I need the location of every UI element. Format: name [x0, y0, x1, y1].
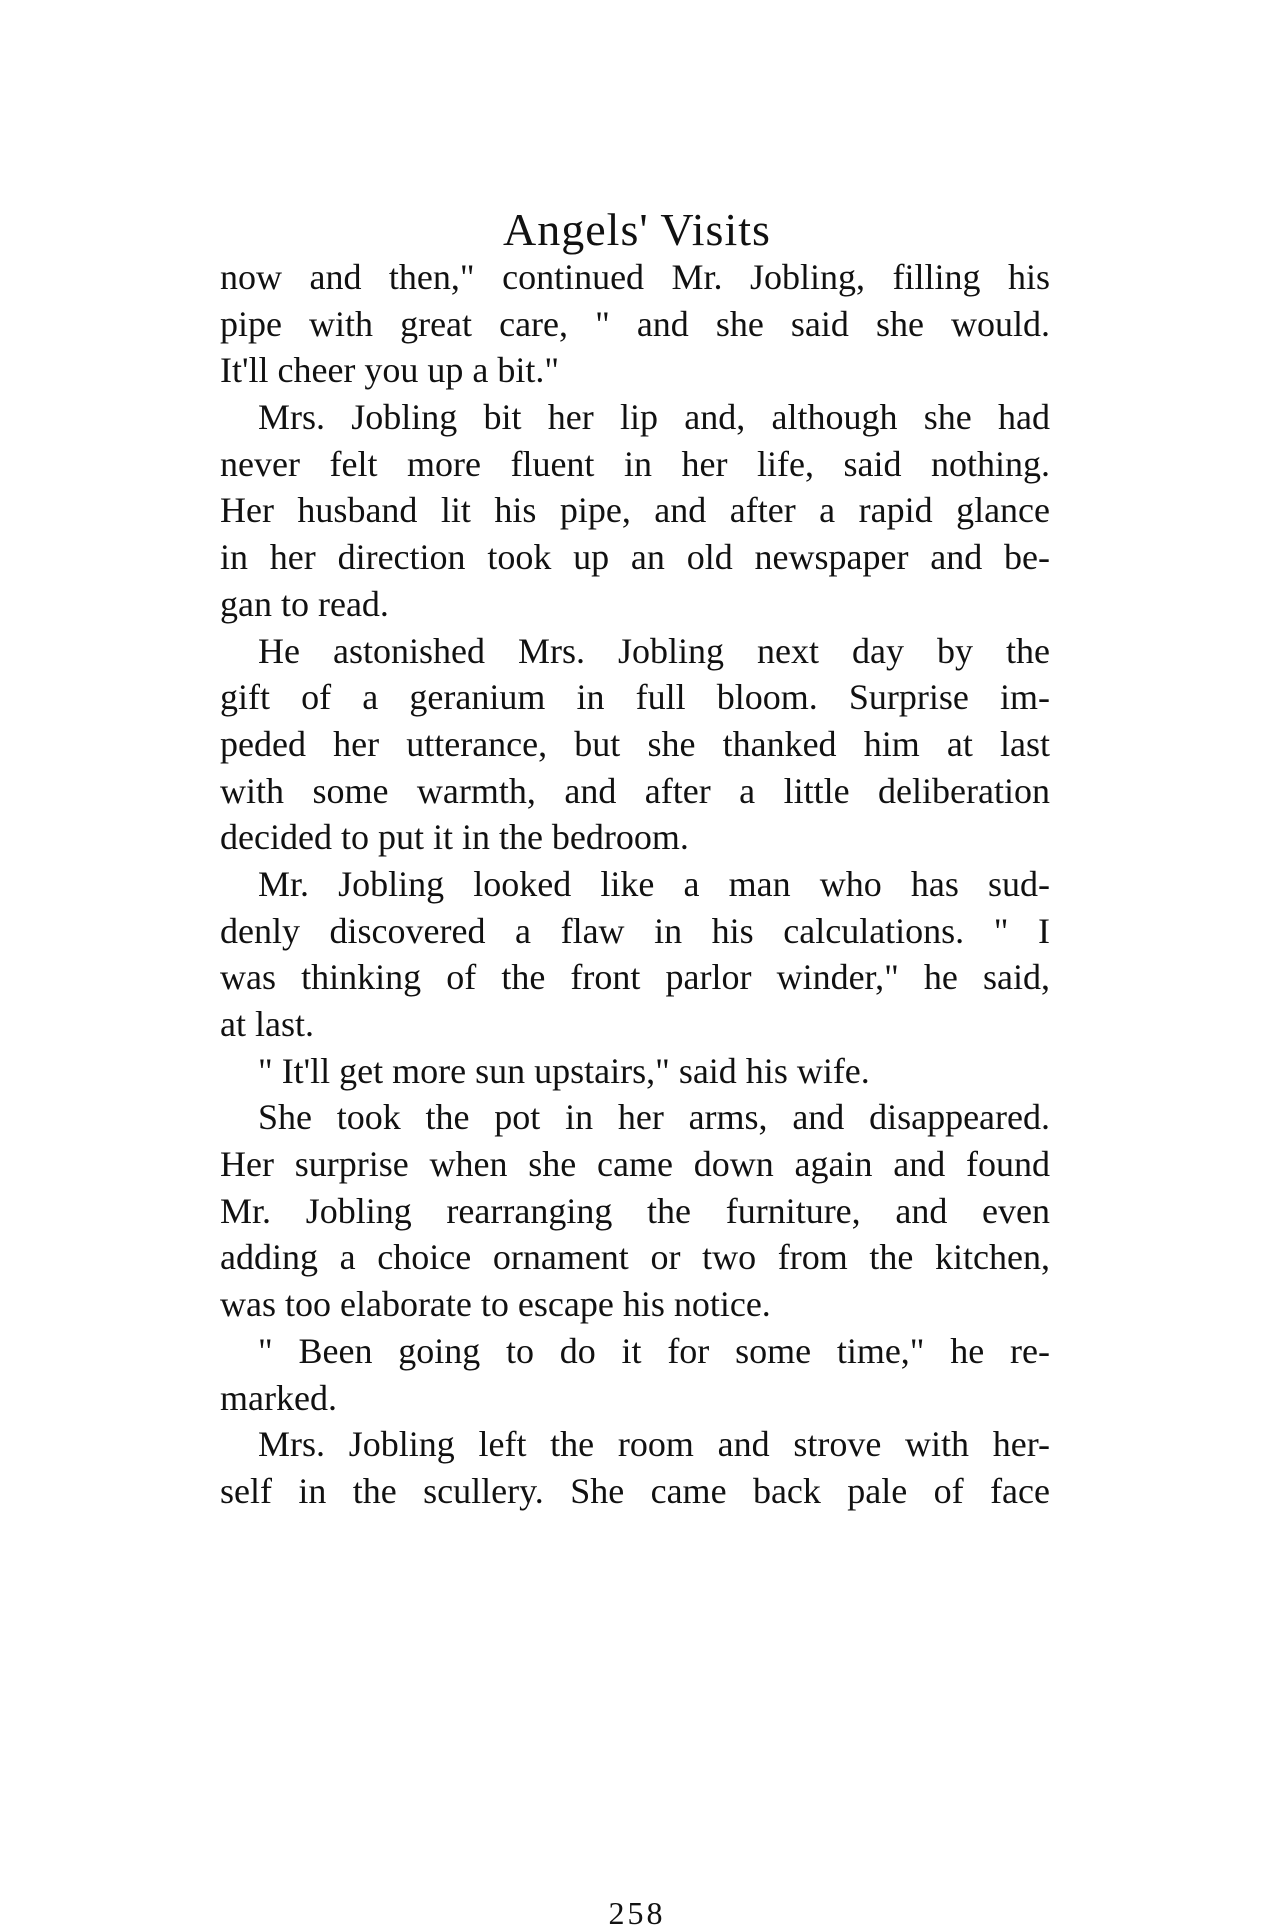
text-line: never felt more fluent in her life, said nothing. — [220, 443, 1050, 484]
body-text — [220, 254, 1050, 1515]
text-line: He astonished Mrs. Jobling next day by the — [258, 630, 1050, 671]
text-line: pipe with great care, " and she said she would. — [220, 303, 1050, 344]
text-line: " It'll get more sun upstairs," said his wife. — [258, 1050, 870, 1091]
text-line: denly discovered a flaw in his calculations. " I — [220, 910, 1050, 951]
text-line: now and then," continued Mr. Jobling, filling his — [220, 257, 1050, 297]
text-line: gan to read. — [220, 583, 389, 624]
text-line: Mrs. Jobling bit her lip and, although she had — [258, 397, 1050, 438]
text-line: " Been going to do it for some time," he re- — [258, 1330, 1050, 1371]
page-number: 258 — [608, 1895, 666, 1931]
text-line: marked. — [220, 1377, 337, 1418]
text-line: Her surprise when she came down again and found — [220, 1144, 1050, 1185]
text-line: It'll cheer you up a bit." — [220, 350, 560, 391]
running-head: Angels' Visits — [503, 204, 771, 255]
text-line: adding a choice ornament or two from the kitchen, — [220, 1237, 1050, 1278]
text-line: Mrs. Jobling left the room and strove with her- — [258, 1424, 1050, 1465]
text-line: decided to put it in the bedroom. — [220, 817, 689, 858]
text-line: peded her utterance, but she thanked him at last — [220, 723, 1050, 764]
text-line: in her direction took up an old newspaper and be- — [220, 537, 1050, 578]
text-line: was too elaborate to escape his notice. — [220, 1284, 771, 1325]
text-line: self in the scullery. She came back pale of face — [220, 1470, 1050, 1511]
text-line: Her husband lit his pipe, and after a rapid glance — [220, 490, 1050, 531]
text-line: Mr. Jobling rearranging the furniture, and even — [220, 1190, 1050, 1231]
text-line: was thinking of the front parlor winder," he said, — [220, 957, 1050, 998]
text-line: with some warmth, and after a little deliberation — [220, 770, 1050, 811]
text-line: at last. — [220, 1004, 314, 1044]
text-line: She took the pot in her arms, and disappeared. — [258, 1097, 1050, 1138]
text-line: Mr. Jobling looked like a man who has sud- — [258, 863, 1050, 904]
text-line: gift of a geranium in full bloom. Surprise im- — [220, 677, 1050, 718]
